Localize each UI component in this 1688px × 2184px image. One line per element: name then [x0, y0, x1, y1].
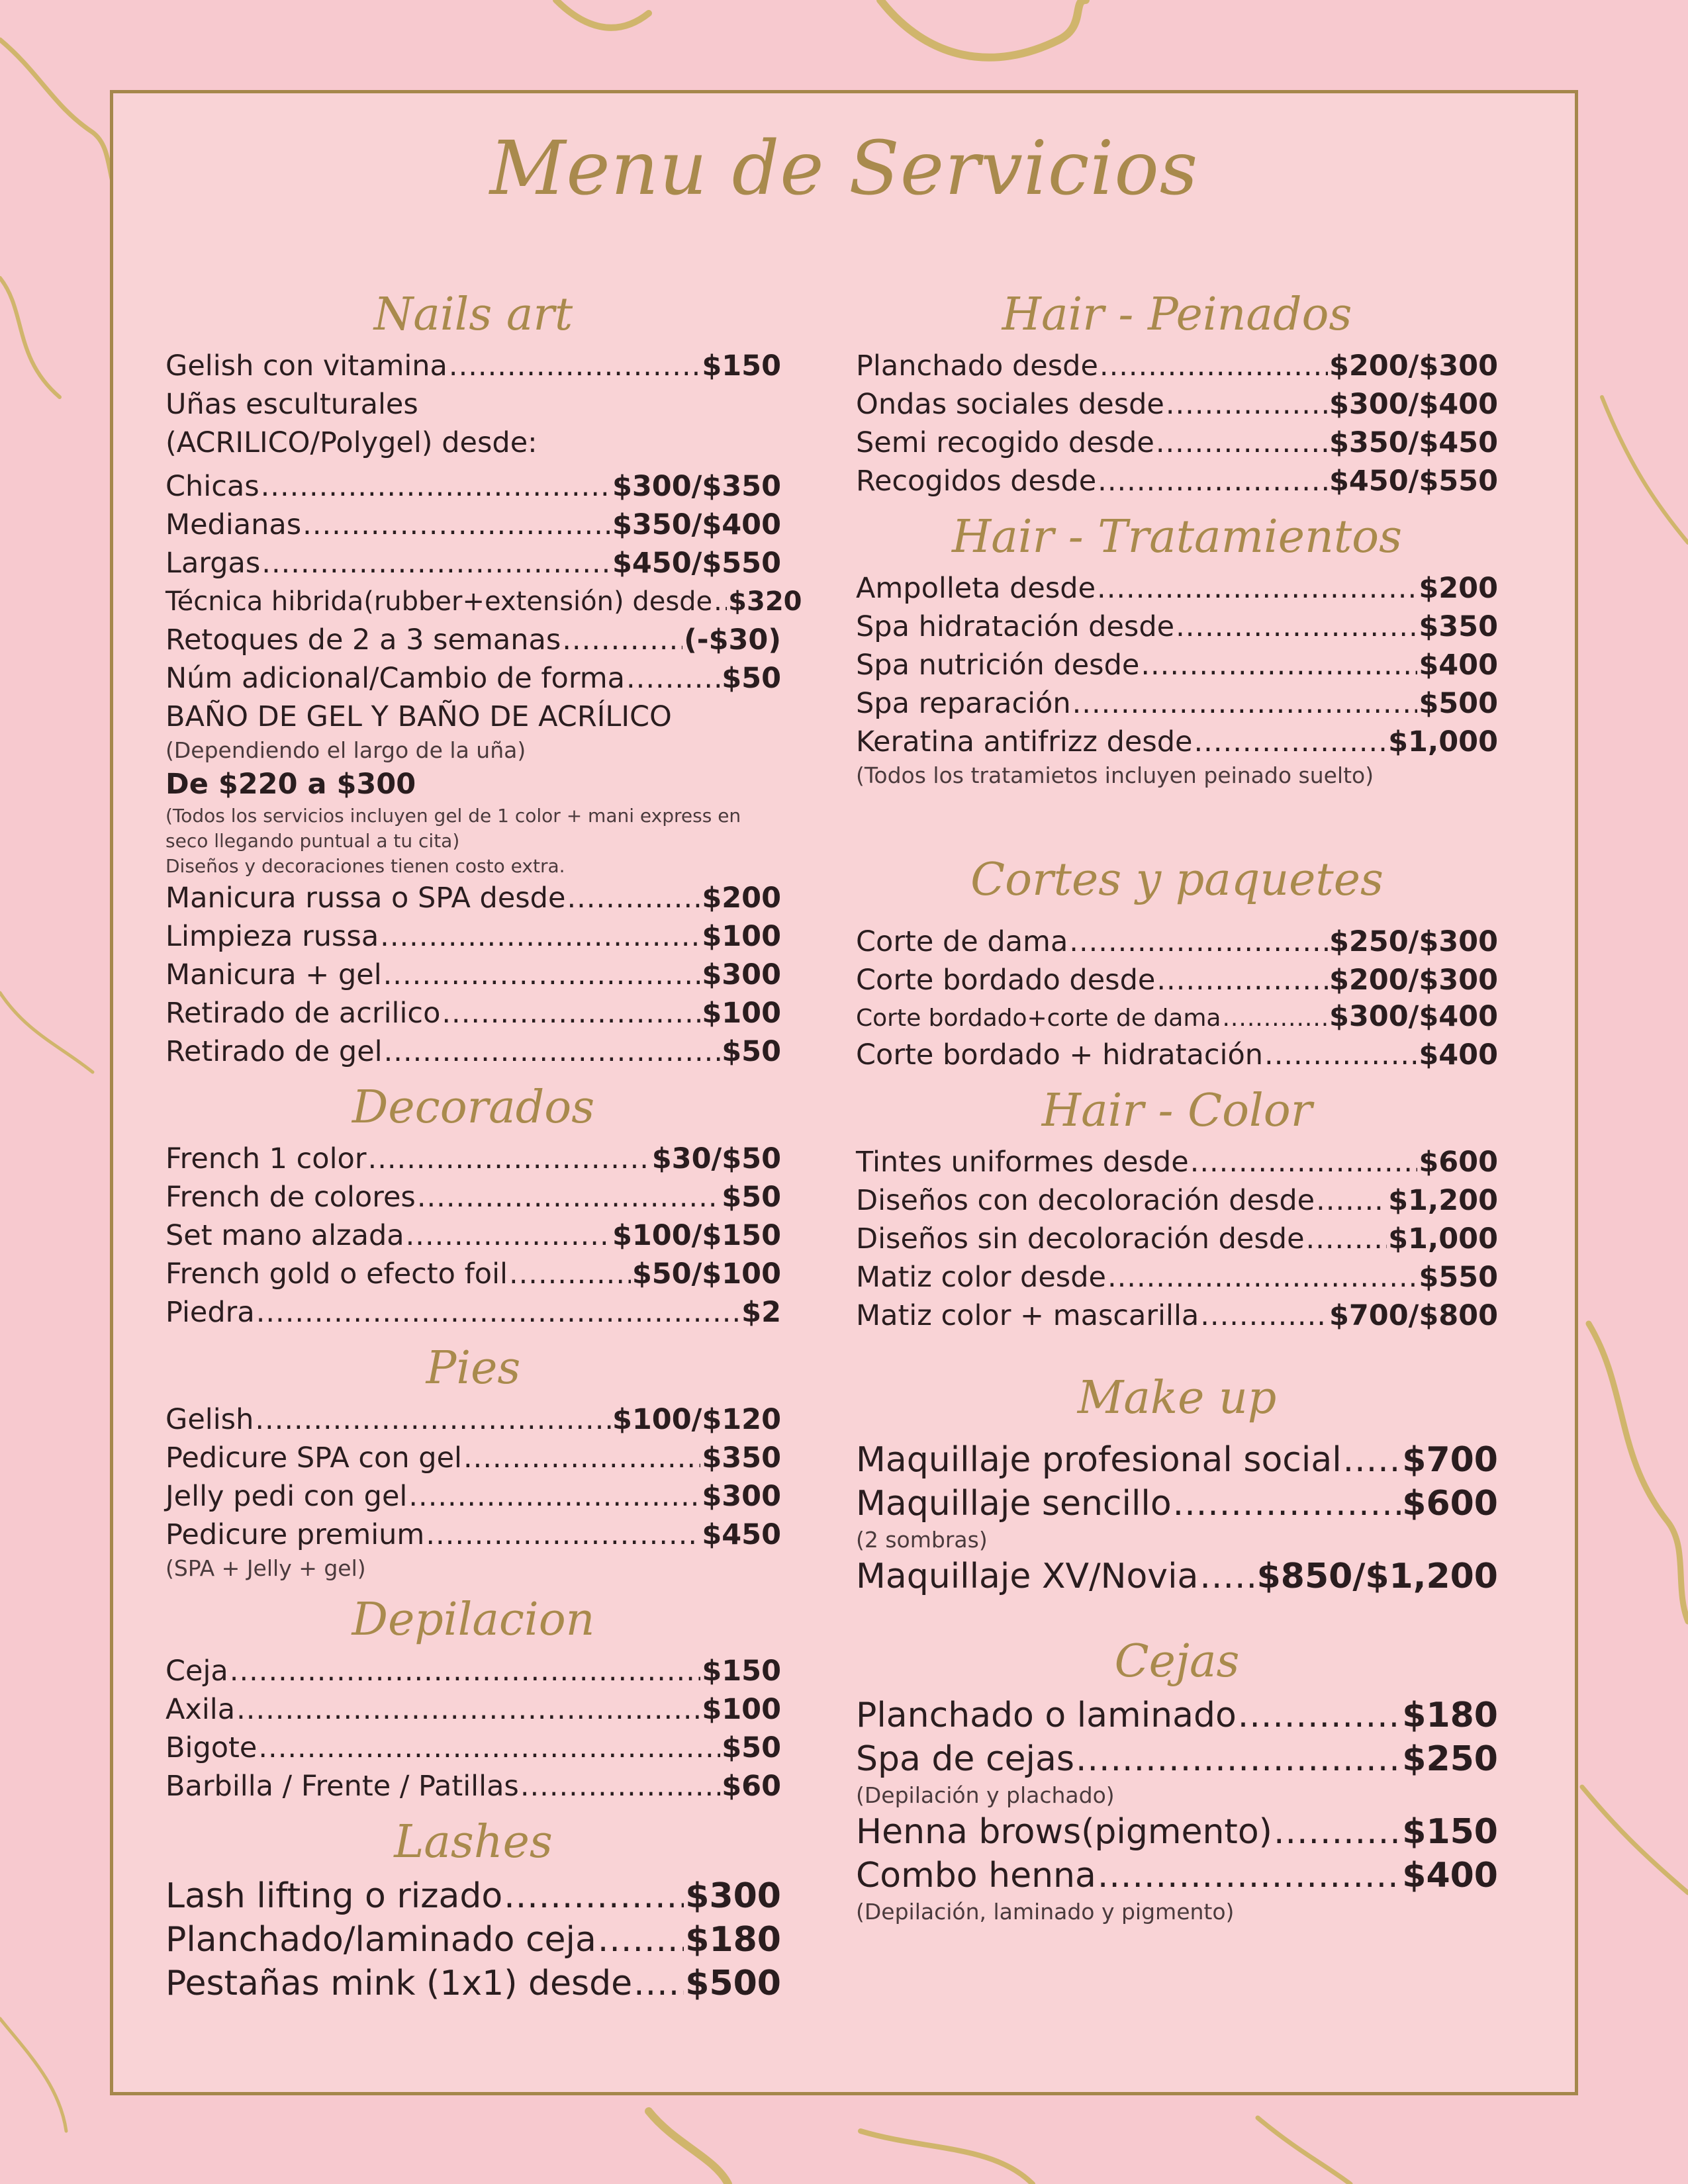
item-name: Núm adicional/Cambio de forma — [165, 662, 626, 695]
item-price: $700 — [1402, 1440, 1498, 1480]
item-price: $700/$800 — [1329, 1299, 1498, 1332]
menu-item — [856, 1438, 1498, 1482]
item-price: $300/$400 — [1329, 388, 1498, 421]
menu-item — [856, 462, 1498, 500]
item-name: Pedicure premium — [165, 1518, 425, 1551]
menu-item — [165, 879, 781, 917]
item-name: Axila — [165, 1693, 236, 1726]
item-name: Maquillaje profesional social — [856, 1440, 1342, 1480]
item-name: Diseños sin decoloración desde — [856, 1222, 1305, 1255]
menu-item — [856, 684, 1498, 723]
bano-price: De $220 a $300 — [165, 768, 416, 801]
item-price: $300 — [685, 1876, 781, 1916]
item-name: Barbilla / Frente / Patillas — [165, 1770, 519, 1803]
menu-item — [165, 956, 781, 994]
menu-item — [856, 1143, 1498, 1181]
menu-item — [165, 467, 781, 506]
item-price: $180 — [1402, 1696, 1498, 1735]
bano-title: BAÑO DE GEL Y BAÑO DE ACRÍLICO — [165, 700, 672, 733]
menu-item — [165, 347, 781, 385]
section-heading: Make up — [1077, 1372, 1277, 1424]
menu-item — [856, 1854, 1498, 1897]
menu-item — [165, 1652, 781, 1690]
item-price: $100 — [702, 920, 781, 953]
item-price: $500 — [1419, 687, 1498, 720]
menu-item — [165, 621, 781, 659]
item-price: $450/$550 — [1329, 465, 1498, 498]
item-name: Medianas — [165, 508, 302, 541]
item-price: $50/$100 — [632, 1257, 781, 1291]
item-price: $500 — [685, 1964, 781, 2003]
section-heading: Hair - Color — [1041, 1085, 1313, 1137]
item-name: Matiz color desde — [856, 1261, 1106, 1294]
item-name: Corte bordado + hidratación — [856, 1038, 1264, 1071]
menu-item — [856, 1737, 1498, 1781]
menu-item — [165, 1140, 781, 1178]
item-price: $400 — [1419, 649, 1498, 682]
item-name: Gelish — [165, 1403, 254, 1436]
menu-item — [856, 646, 1498, 684]
menu-item — [856, 961, 1498, 999]
menu-item — [856, 923, 1498, 961]
item-name: Pestañas mink (1x1) desde — [165, 1964, 633, 2003]
item-price: $180 — [685, 1920, 781, 1960]
menu-item — [165, 1400, 781, 1439]
item-price: $50 — [722, 1731, 781, 1764]
item-name: Ondas sociales desde — [856, 388, 1164, 421]
menu-item — [856, 569, 1498, 608]
item-name: French gold o efecto foil — [165, 1257, 508, 1291]
section-lashes — [165, 1811, 781, 2005]
item-price: $350 — [702, 1441, 781, 1475]
item-name: Spa hidratación desde — [856, 610, 1175, 643]
menu-item — [856, 1258, 1498, 1297]
item-name: Manicura + gel — [165, 958, 382, 991]
item-name: Limpieza russa — [165, 920, 379, 953]
menu-item — [165, 506, 781, 544]
menu-item — [165, 1690, 781, 1729]
item-price: $30/$50 — [651, 1142, 781, 1175]
menu-item — [165, 1874, 781, 1918]
item-name: Set mano alzada — [165, 1219, 404, 1252]
item-name: Combo henna — [856, 1856, 1096, 1895]
section-hair-peinados — [856, 283, 1498, 500]
item-name: Lash lifting o rizado — [165, 1876, 503, 1916]
menu-item — [856, 347, 1498, 385]
includes-note: (Todos los servicios incluyen gel de 1 color + mani express en seco llegando puntual a tu cita) — [165, 805, 741, 852]
extra-note: Diseños y decoraciones tienen costo extra. — [165, 855, 565, 877]
item-name: Semi recogido desde — [856, 426, 1154, 459]
item-price: $200 — [1419, 572, 1498, 605]
item-price: $300 — [702, 958, 781, 991]
menu-item — [165, 1477, 781, 1516]
item-name: French 1 color — [165, 1142, 367, 1175]
item-name: Matiz color + mascarilla — [856, 1299, 1199, 1332]
menu-item — [856, 1220, 1498, 1258]
item-price: $200/$300 — [1329, 349, 1498, 383]
section-decorados — [165, 1076, 781, 1332]
item-name: Corte bordado desde — [856, 964, 1156, 997]
menu-item — [856, 1694, 1498, 1737]
menu-item — [856, 1036, 1498, 1074]
menu-item — [856, 1181, 1498, 1220]
item-price: $400 — [1402, 1856, 1498, 1895]
item-name: Ceja — [165, 1655, 228, 1688]
item-name: Spa de cejas — [856, 1739, 1074, 1779]
item-name: Retirado de acrilico — [165, 997, 441, 1030]
item-name: Planchado desde — [856, 349, 1098, 383]
menu-item — [165, 1032, 781, 1071]
section-hair-color — [856, 1079, 1498, 1335]
item-price: $350/$400 — [612, 508, 781, 541]
item-name: Retoques de 2 a 3 semanas — [165, 623, 561, 657]
menu-item — [165, 582, 802, 621]
item-price: $50 — [722, 1035, 781, 1068]
item-name: Corte de dama — [856, 925, 1068, 958]
item-price: $150 — [702, 349, 781, 383]
item-name: Manicura russa o SPA desde — [165, 882, 566, 915]
menu-item — [856, 1555, 1498, 1598]
item-name: Largas — [165, 547, 261, 580]
menu-item — [165, 1293, 781, 1332]
item-name: French de colores — [165, 1181, 416, 1214]
item-name: Pedicure SPA con gel — [165, 1441, 462, 1475]
menu-item — [165, 917, 781, 956]
section-heading: Pies — [426, 1342, 521, 1394]
section-cejas — [856, 1630, 1498, 1927]
item-name: Corte bordado+corte de dama — [856, 1005, 1221, 1032]
menu-item — [856, 424, 1498, 462]
makeup-note: (2 sombras) — [856, 1527, 988, 1553]
item-price: $1,000 — [1388, 725, 1498, 758]
item-price: $50 — [722, 662, 781, 695]
item-price: $1,000 — [1388, 1222, 1498, 1255]
item-price: $200/$300 — [1329, 964, 1498, 997]
item-price: $850/$1,200 — [1256, 1557, 1498, 1596]
section-heading: Decorados — [352, 1081, 595, 1134]
item-price: $400 — [1419, 1038, 1498, 1071]
item-name: Spa reparación — [856, 687, 1071, 720]
item-name: Chicas — [165, 470, 259, 503]
menu-item — [165, 1178, 781, 1216]
item-price: $60 — [722, 1770, 781, 1803]
esculturales-line: Uñas esculturales — [165, 388, 418, 421]
menu-item — [856, 1482, 1498, 1525]
item-price: $150 — [702, 1655, 781, 1688]
cejas-note: (Depilación y plachado) — [856, 1782, 1115, 1808]
menu-item — [165, 659, 781, 698]
item-name: Henna brows(pigmento) — [856, 1812, 1272, 1852]
item-name: Recogidos desde — [856, 465, 1097, 498]
menu-item — [165, 1962, 781, 2005]
item-name: Maquillaje sencillo — [856, 1484, 1172, 1524]
item-price: $100 — [702, 1693, 781, 1726]
page-title: Menu de Servicios — [489, 126, 1199, 212]
menu-item — [165, 544, 781, 582]
item-price: $300/$350 — [612, 470, 781, 503]
item-price: $150 — [1402, 1812, 1498, 1852]
item-price: $1,200 — [1388, 1184, 1498, 1217]
left-column — [165, 278, 802, 2005]
menu-item — [856, 608, 1498, 646]
menu-item — [165, 1255, 781, 1293]
item-name: Bigote — [165, 1731, 258, 1764]
item-price: (-$30) — [684, 623, 781, 657]
bano-note: (Dependiendo el largo de la uña) — [165, 737, 526, 763]
menu-item — [165, 994, 781, 1032]
item-name: Planchado/laminado ceja — [165, 1920, 596, 1960]
section-heading: Lashes — [394, 1816, 553, 1868]
item-price: $600 — [1419, 1146, 1498, 1179]
item-name: Gelish con vitamina — [165, 349, 447, 383]
item-price: $450 — [702, 1518, 781, 1551]
menu-item — [165, 1767, 781, 1805]
item-price: $450/$550 — [612, 547, 781, 580]
menu-item — [165, 1918, 781, 1962]
section-depilacion — [165, 1588, 781, 1805]
section-hair-tratamientos — [856, 506, 1498, 790]
section-make-up — [856, 1367, 1498, 1598]
item-price: $600 — [1402, 1484, 1498, 1524]
menu-item — [165, 1216, 781, 1255]
section-pies — [165, 1337, 781, 1583]
section-heading: Cejas — [1114, 1635, 1240, 1688]
pies-note: (SPA + Jelly + gel) — [165, 1555, 366, 1581]
menu-item — [856, 385, 1498, 424]
item-name: Retirado de gel — [165, 1035, 383, 1068]
section-heading: Nails art — [373, 289, 573, 341]
item-price: $100 — [702, 997, 781, 1030]
item-price: $300 — [702, 1480, 781, 1513]
section-heading: Hair - Peinados — [1002, 289, 1352, 341]
menu-item — [856, 999, 1498, 1036]
section-cortes — [856, 848, 1498, 1074]
item-name: Jelly pedi con gel — [165, 1480, 408, 1513]
item-price: $550 — [1419, 1261, 1498, 1294]
item-price: $50 — [722, 1181, 781, 1214]
right-column — [856, 278, 1498, 1927]
tratamientos-note: (Todos los tratamietos incluyen peinado suelto) — [856, 762, 1374, 788]
item-name: Diseños con decoloración desde — [856, 1184, 1315, 1217]
item-price: $100/$120 — [612, 1403, 781, 1436]
item-price: $250/$300 — [1329, 925, 1498, 958]
item-price: $320 — [728, 586, 802, 617]
item-price: $350/$450 — [1329, 426, 1498, 459]
item-price: $2 — [741, 1296, 781, 1329]
menu-item — [165, 1516, 781, 1554]
item-name: Planchado o laminado — [856, 1696, 1237, 1735]
item-name: Maquillaje XV/Novia — [856, 1557, 1199, 1596]
item-price: $200 — [702, 882, 781, 915]
item-price: $350 — [1419, 610, 1498, 643]
section-nails-art — [165, 283, 802, 1071]
section-heading: Hair - Tratamientos — [952, 511, 1402, 563]
item-name: Piedra — [165, 1296, 255, 1329]
item-name: Tintes uniformes desde — [856, 1146, 1189, 1179]
item-price: $100/$150 — [612, 1219, 781, 1252]
cejas-note: (Depilación, laminado y pigmento) — [856, 1899, 1235, 1925]
menu-item — [856, 1297, 1498, 1335]
item-price: $300/$400 — [1329, 1000, 1498, 1033]
item-price: $250 — [1402, 1739, 1498, 1779]
item-name: Spa nutrición desde — [856, 649, 1140, 682]
item-name: Técnica hibrida(rubber+extensión) desde — [165, 586, 713, 617]
esculturales-line: (ACRILICO/Polygel) desde: — [165, 426, 538, 459]
menu-item — [165, 1729, 781, 1767]
section-heading: Depilacion — [352, 1594, 595, 1646]
menu-item — [165, 1439, 781, 1477]
menu-item — [856, 723, 1498, 761]
menu-item — [856, 1810, 1498, 1854]
item-name: Keratina antifrizz desde — [856, 725, 1193, 758]
section-heading: Cortes y paquetes — [970, 854, 1383, 906]
item-name: Ampolleta desde — [856, 572, 1096, 605]
